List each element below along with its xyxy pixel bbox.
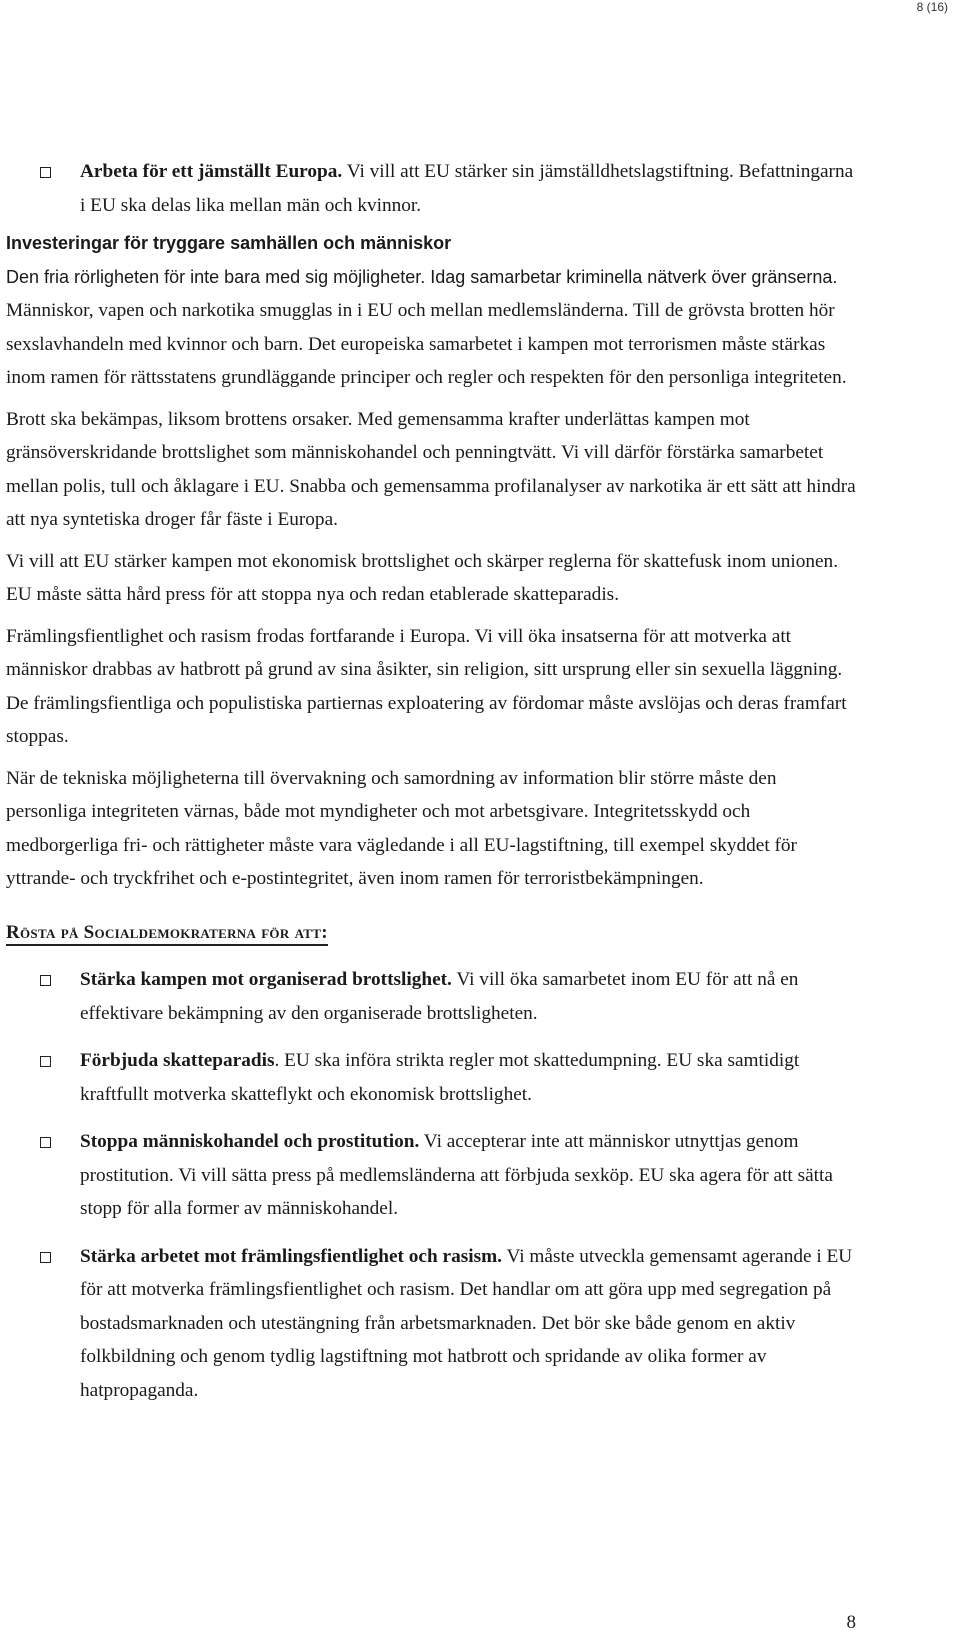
bullet-text: Vi måste utveckla gemensamt agerande i EU för att motverka främlingsfientlighet och rasism. Det handlar om att göra upp med segregation på bostadsmarknaden och utestängning från arbetsmarknaden. Det bör ske både genom en aktiv folkbildning och genom tydlig lagstiftning mot hatbrott och spridande av olika former av hatpropaganda. <box>80 1245 853 1401</box>
page-counter: 8 (16) <box>916 0 948 14</box>
bullet-text: Vi vill att EU stärker sin jämställdhetslagstiftning. Befattningarna i EU ska delas lika mellan män och kvinnor. <box>80 161 854 216</box>
paragraph: Brott ska bekämpas, liksom brottens orsaker. Med gemensamma krafter underlättas kampen mot gränsöverskridande brottslighet som människohandel och penningtvätt. Vi vill därför förstärka samarbetet mellan polis, tull och åklagare i EU. Snabba och gemensamma profilanalyser av narkotika är ett sätt att hindra att nya syntetiska droger får fäste i Europa. <box>6 408 856 530</box>
bullet-title: Stoppa människohandel och prostitution. <box>80 1131 420 1152</box>
section-heading: Investeringar för tryggare samhällen och människor <box>6 233 452 253</box>
list-item <box>6 1240 856 1408</box>
paragraph: Vi vill att EU stärker kampen mot ekonomisk brottslighet och skärper reglerna för skattefusk inom unionen. EU måste sätta hård press för att stoppa nya och redan etablerade skatteparadis. <box>6 550 839 605</box>
list-item <box>6 963 856 1030</box>
bullet-list <box>6 963 856 1407</box>
section-intro <box>6 261 856 395</box>
document-body <box>6 155 856 1421</box>
checkbox-bullet-icon <box>40 167 51 178</box>
list-item <box>6 155 856 222</box>
intro-sans-text: Den fria rörligheten för inte bara med sig möjligheter. Idag samarbetar kriminella nätverk över gränserna. <box>6 266 838 287</box>
paragraph: När de tekniska möjligheterna till övervakning och samordning av information blir större måste den personliga integriteten värnas, både mot myndigheter och mot arbetsgivare. Integritetsskydd och medborgerliga fri- och rättigheter måste vara vägledande i all EU-lagstiftning, till exempel skyddet för yttrande- och tryckfrihet och e-postintegritet, även inom ramen för terroristbekämpningen. <box>6 767 797 889</box>
vote-heading: Rösta på Socialdemokraterna för att: <box>6 922 328 946</box>
checkbox-bullet-icon <box>40 1137 51 1148</box>
bullet-title: Arbeta för ett jämställt Europa. <box>80 161 343 182</box>
checkbox-bullet-icon <box>40 975 51 986</box>
page-number: 8 <box>846 1612 856 1633</box>
paragraph: Främlingsfientlighet och rasism frodas fortfarande i Europa. Vi vill öka insatserna för att motverka att människor drabbas av hatbrott på grund av sina åsikter, sin religion, sitt ursprung eller sin sexuella läggning. De främlingsfientliga och populistiska partiernas exploatering av fördomar måste avslöjas och deras framfart stoppas. <box>6 625 847 747</box>
list-item <box>6 1044 856 1111</box>
bullet-text: Vi accepterar inte att människor utnyttjas genom prostitution. Vi vill sätta press på medlemsländerna att förbjuda sexköp. EU ska agera för att sätta stopp för alla former av människohandel. <box>80 1131 833 1219</box>
bullet-text: . EU ska införa strikta regler mot skattedumpning. EU ska samtidigt kraftfullt motverka skatteflykt och ekonomisk brottslighet. <box>80 1050 800 1105</box>
bullet-text: Vi vill öka samarbetet inom EU för att nå en effektivare bekämpning av den organiserade brottsligheten. <box>80 969 799 1024</box>
list-item <box>6 1125 856 1226</box>
bullet-title: Stärka kampen mot organiserad brottslighet. <box>80 969 452 990</box>
checkbox-bullet-icon <box>40 1056 51 1067</box>
bullet-title: Stärka arbetet mot främlingsfientlighet och rasism. <box>80 1245 502 1267</box>
checkbox-bullet-icon <box>40 1252 51 1263</box>
intro-serif-text: Människor, vapen och narkotika smugglas in i EU och mellan medlemsländerna. Till de grövsta brotten hör sexslavhandeln med kvinnor och barn. Det europeiska samarbetet i kampen mot terrorismen måste stärkas inom ramen för rättsstatens grundläggande principer och regler och respekten för den personliga integriteten. <box>6 300 847 388</box>
bullet-title: Förbjuda skatteparadis <box>80 1050 275 1071</box>
